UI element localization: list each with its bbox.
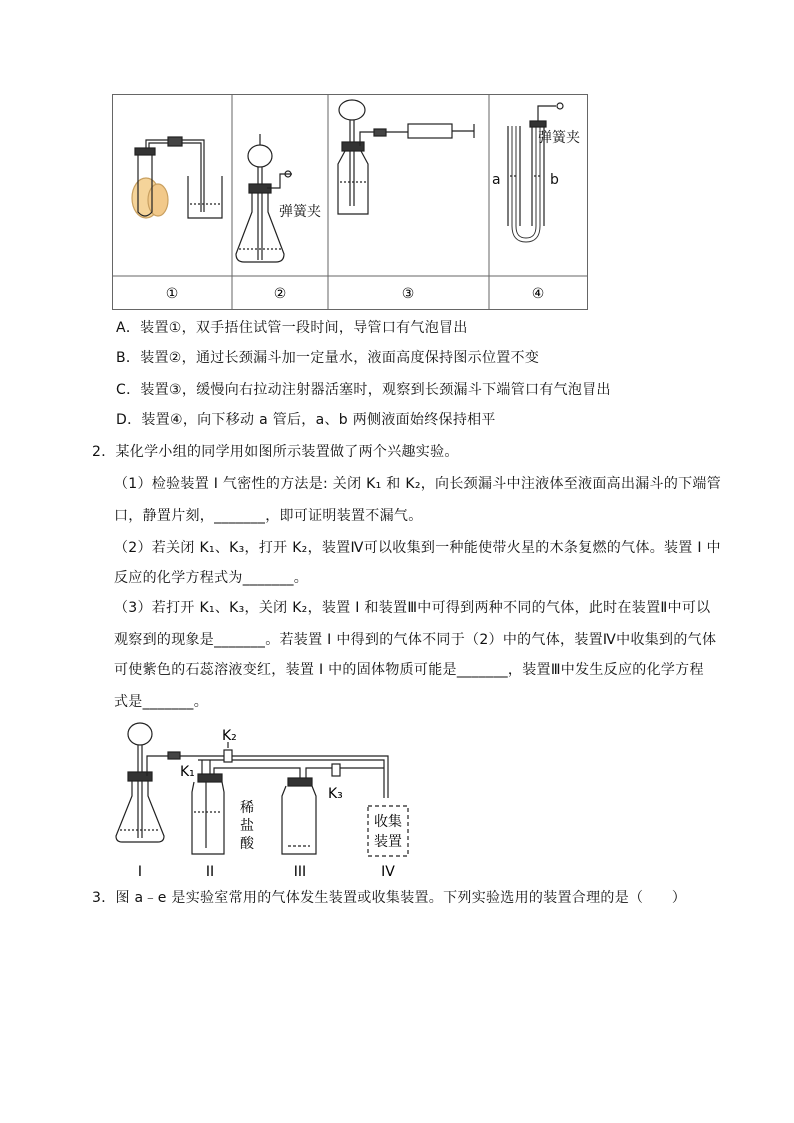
q2-part2-line2: 反应的化学方程式为_______。 [114,570,309,586]
label-iii: III [293,864,307,880]
acid-label-3: 酸 [240,836,254,852]
label-i: I [137,864,143,880]
caption-4: ④ [531,286,545,302]
apparatus-2 [236,134,321,262]
option-b: B．装置②，通过长颈漏斗加一定量水，液面高度保持图示位置不变 [116,350,540,366]
label-iv: IV [381,864,395,880]
k2-label: K₂ [222,728,237,744]
caption-1: ① [165,286,179,302]
option-d: D．装置④，向下移动 a 管后，a、b 两侧液面始终保持相平 [116,412,496,428]
apparatus-1 [132,137,222,218]
collect-label-1: 收集 [374,814,402,830]
caption-2: ② [273,286,287,302]
k3-label: K₃ [328,786,343,802]
q2-stem: 2．某化学小组的同学用如图所示装置做了两个兴趣实验。 [92,444,459,460]
apparatus-4 [492,103,580,240]
collect-label-2: 装置 [374,834,402,850]
apparatus-table-figure [112,94,588,310]
spring-clip-label-4: 弹簧夹 [538,130,580,146]
caption-3: ③ [401,286,415,302]
label-ii: II [205,864,215,880]
tube-b-label: b [550,172,559,188]
q3-stem: 3．图 a﹣e 是实验室常用的气体发生装置或收集装置。下列实验选用的装置合理的是（ ） [92,890,687,906]
q2-part2-line1: （2）若关闭 K₁、K₃，打开 K₂，装置Ⅳ可以收集到一种能使带火星的木条复燃的气体。装置 I 中 [114,540,721,556]
acid-label-2: 盐 [240,818,254,834]
q2-part1-line2: 口，静置片刻，_______，即可证明装置不漏气。 [114,508,423,524]
q2-part1-line1: （1）检验装置 I 气密性的方法是: 关闭 K₁ 和 K₂，向长颈漏斗中注液体至液面高出漏斗的下端管 [114,476,722,492]
q2-part3-line1: （3）若打开 K₁、K₃，关闭 K₂，装置 I 和装置Ⅲ中可得到两种不同的气体，此时在装置Ⅱ中可以 [114,600,711,616]
q2-part3-line2: 观察到的现象是_______。若装置 I 中得到的气体不同于（2）中的气体，装置Ⅳ中收集到的气体 [114,632,717,648]
apparatus-3 [338,100,474,214]
spring-clip-label-2: 弹簧夹 [279,204,321,220]
k1-label: K₁ [180,764,195,780]
apparatus-series-figure [110,718,430,880]
tube-a-label: a [492,172,501,188]
q2-part3-line3: 可使紫色的石蕊溶液变红，装置 I 中的固体物质可能是_______，装置Ⅲ中发生反应的化学方程 [114,662,704,678]
option-a: A．装置①，双手捂住试管一段时间，导管口有气泡冒出 [116,320,468,336]
q2-part3-line4: 式是_______。 [114,694,208,710]
acid-label-1: 稀 [240,800,254,816]
option-c: C．装置③，缓慢向右拉动注射器活塞时，观察到长颈漏斗下端管口有气泡冒出 [116,382,611,398]
